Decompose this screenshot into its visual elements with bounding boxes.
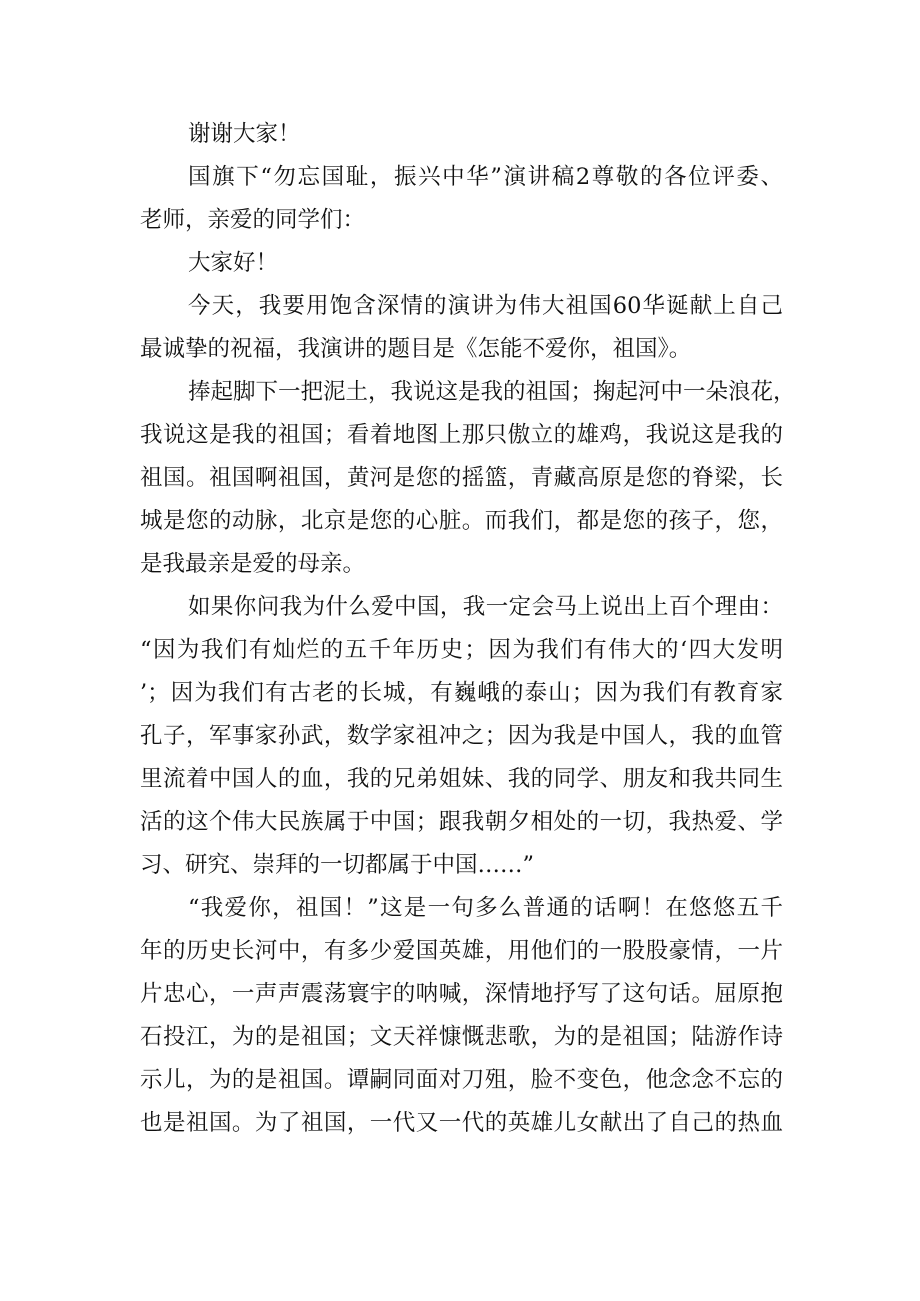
text-line: 习、研究、崇拜的一切都属于中国……” (140, 852, 535, 878)
text-line: “我爱你，祖国！”这是一句多么普通的话啊！在悠悠五千 (188, 895, 783, 921)
text-line: 也是祖国。为了祖国，一代又一代的英雄儿女献出了自己的热血 (140, 1110, 783, 1136)
text-line: 石投江，为的是祖国；文天祥慷慨悲歌，为的是祖国；陆游作诗 (140, 1024, 783, 1050)
text-line: 今天，我要用饱含深情的演讲为伟大祖国60华诞献上自己 (188, 293, 783, 319)
text-line: 活的这个伟大民族属于中国；跟我朝夕相处的一切，我热爱、学 (140, 809, 783, 835)
text-line: 是我最亲是爱的母亲。 (140, 551, 366, 577)
text-line: 年的历史长河中，有多少爱国英雄，用他们的一股股豪情，一片 (140, 938, 783, 964)
text-line: 谢谢大家！ (188, 121, 301, 147)
text-line: 老师，亲爱的同学们： (140, 207, 366, 233)
text-line: 捧起脚下一把泥土，我说这是我的祖国；掬起河中一朵浪花， (188, 379, 796, 405)
text-line: 片忠心，一声声震荡寰宇的呐喊，深情地抒写了这句话。屈原抱 (140, 981, 783, 1007)
text-line: 国旗下“勿忘国耻，振兴中华”演讲稿2尊敬的各位评委、 (188, 164, 783, 190)
text-line: 大家好！ (188, 250, 279, 276)
document-body (140, 113, 796, 1145)
text-line: 祖国。祖国啊祖国，黄河是您的摇篮，青藏高原是您的脊梁，长 (140, 465, 783, 491)
text-line: “因为我们有灿烂的五千年历史；因为我们有伟大的‘四大发明 (140, 637, 783, 663)
text-line: 最诚挚的祝福，我演讲的题目是《怎能不爱你，祖国》。 (140, 336, 692, 362)
text-line: 我说这是我的祖国；看着地图上那只傲立的雄鸡，我说这是我的 (140, 422, 783, 448)
text-line: 示儿，为的是祖国。谭嗣同面对刀殂，脸不变色，他念念不忘的 (140, 1067, 783, 1093)
text-line: 城是您的动脉，北京是您的心脏。而我们，都是您的孩子，您， (140, 508, 783, 534)
text-line: ’；因为我们有古老的长城，有巍峨的泰山；因为我们有教育家 (140, 680, 783, 706)
text-line: 孔子，军事家孙武，数学家祖冲之；因为我是中国人，我的血管 (140, 723, 783, 749)
text-line: 如果你问我为什么爱中国，我一定会马上说出上百个理由： (188, 594, 783, 620)
text-line: 里流着中国人的血，我的兄弟姐妹、我的同学、朋友和我共同生 (140, 766, 783, 792)
